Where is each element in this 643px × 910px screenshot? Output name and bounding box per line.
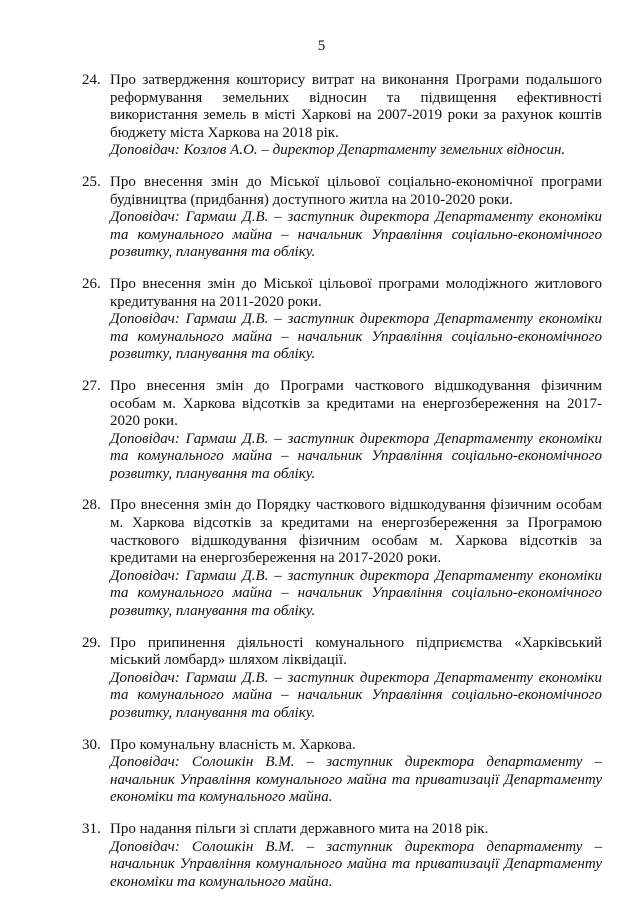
item-title: Про припинення діяльності комунального підприємства «Харківський міський ломбард» шляхом ліквідації. xyxy=(110,634,602,669)
item-number: 30. xyxy=(82,736,101,753)
item-speaker: Доповідач: Гармаш Д.В. – заступник директора Департаменту економіки та комунального майна – начальник Управління соціально-економічного розвитку, планування та обліку. xyxy=(110,209,602,261)
item-speaker: Доповідач: Солошкін В.М. – заступник директора департаменту – начальник Управління комунального майна та приватизації Департаменту економіки та комунального майна. xyxy=(110,838,602,890)
agenda-item xyxy=(82,737,602,807)
item-title: Про внесення змін до Міської цільової соціально-економічної програми будівництва (придбання) доступного житла на 2010-2020 роки. xyxy=(110,173,602,208)
item-speaker: Доповідач: Гармаш Д.В. – заступник директора Департаменту економіки та комунального майна – начальник Управління соціально-економічного розвитку, планування та обліку. xyxy=(110,567,602,620)
item-number: 24. xyxy=(82,72,101,88)
item-speaker: Доповідач: Гармаш Д.В. – заступник директора Департаменту економіки та комунального майна – начальник Управління соціально-економічного розвитку, планування та обліку. xyxy=(110,669,602,721)
item-number: 29. xyxy=(82,634,101,651)
item-title: Про надання пільги зі сплати державного мита на 2018 рік. xyxy=(110,820,489,837)
item-speaker: Доповідач: Солошкін В.М. – заступник директора департаменту – начальник Управління комунального майна та приватизації Департаменту економіки та комунального майна. xyxy=(110,754,602,806)
agenda-item xyxy=(82,378,602,484)
item-number: 31. xyxy=(82,820,101,837)
item-number: 27. xyxy=(82,377,101,394)
item-title: Про внесення змін до Програми часткового відшкодування фізичним особам м. Харкова відсотків за кредитами на енергозбереження на 2017-2020 роки. xyxy=(110,377,602,430)
agenda-item xyxy=(82,276,602,364)
item-speaker: Доповідач: Козлов А.О. – директор Департаменту земельних відносин. xyxy=(110,142,566,159)
item-number: 26. xyxy=(82,275,101,292)
item-title: Про комунальну власність м. Харкова. xyxy=(110,736,356,753)
page-number: 5 xyxy=(317,38,326,54)
item-title: Про затвердження кошторису витрат на виконання Програми подальшого реформування земельних відносин та підвищення ефективності використання земель в місті Харкові на 2007-2019 роки за рахунок коштів бюджету міста Харкова на 2018 рік. xyxy=(110,72,602,141)
agenda-item xyxy=(82,635,602,723)
agenda-item xyxy=(82,821,602,891)
agenda-item xyxy=(82,174,602,262)
item-title: Про внесення змін до Міської цільової програми молодіжного житлового кредитування на 2011-2020 роки. xyxy=(110,275,602,310)
agenda-item xyxy=(82,72,602,160)
item-speaker: Доповідач: Гармаш Д.В. – заступник директора Департаменту економіки та комунального майна – начальник Управління соціально-економічного розвитку, планування та обліку. xyxy=(110,311,602,363)
agenda-list xyxy=(82,72,602,905)
agenda-item xyxy=(82,497,602,620)
item-speaker: Доповідач: Гармаш Д.В. – заступник директора Департаменту економіки та комунального майна – начальник Управління соціально-економічного розвитку, планування та обліку. xyxy=(110,430,602,482)
item-number: 25. xyxy=(82,173,101,190)
item-title: Про внесення змін до Порядку часткового відшкодування фізичним особам м. Харкова відсотків за кредитами на енергозбереження за Програмою часткового відшкодування фізичним особам м. Харкова відсотків за кредитами на енергозбереження на 2017-2020 роки. xyxy=(110,497,602,567)
item-number: 28. xyxy=(82,497,101,514)
